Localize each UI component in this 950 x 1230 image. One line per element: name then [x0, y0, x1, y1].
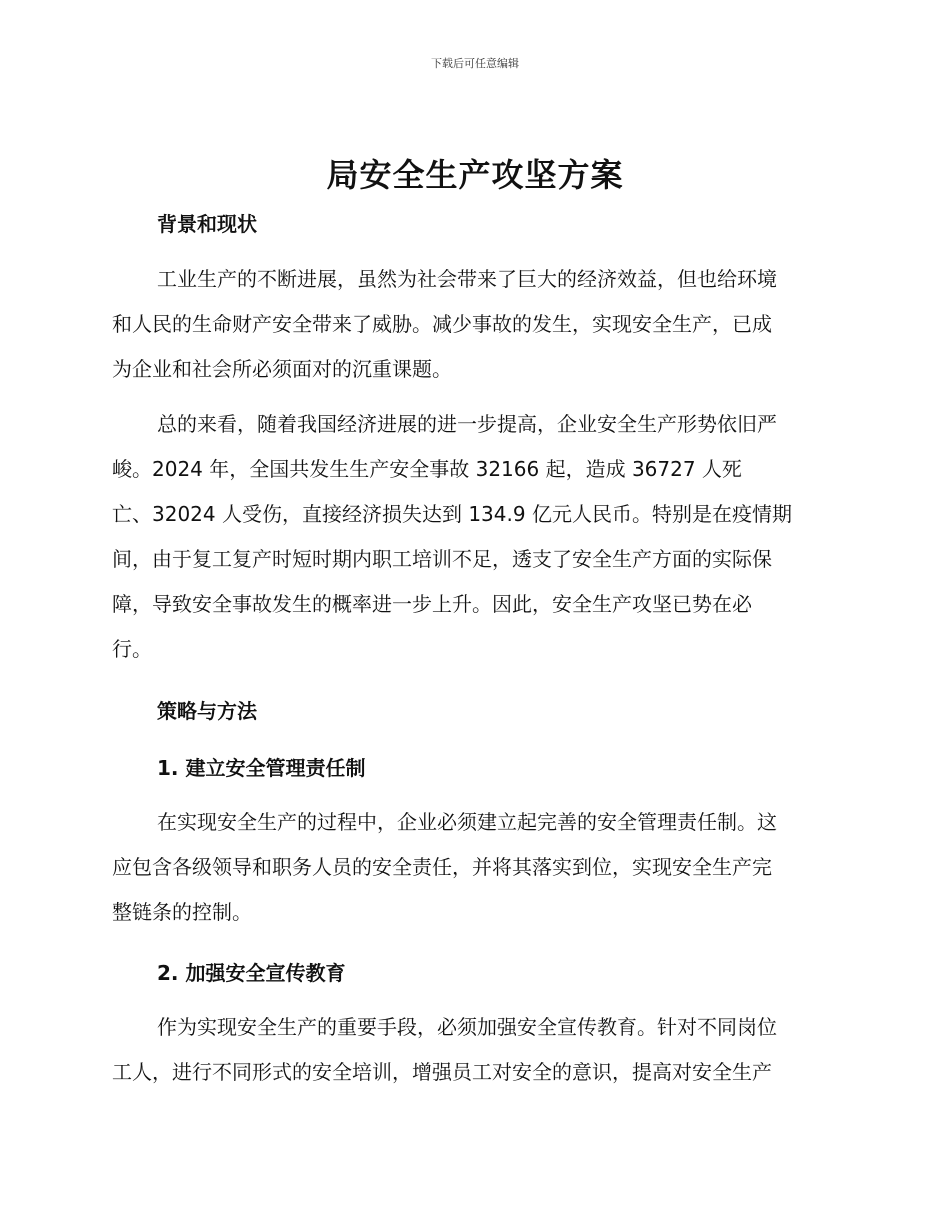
subsection-heading-2: 2. 加强安全宣传教育 — [157, 961, 346, 985]
section-heading-background: 背景和现状 — [157, 212, 257, 236]
paragraph-line: 总的来看，随着我国经济进展的进一步提高，企业安全生产形势依旧严 — [157, 412, 777, 436]
paragraph-education — [112, 1005, 832, 1095]
paragraph-line: 作为实现安全生产的重要手段，必须加强安全宣传教育。针对不同岗位 — [157, 1015, 777, 1039]
paragraph-line: 行。 — [112, 637, 152, 661]
paragraph-line: 应包含各级领导和职务人员的安全责任，并将其落实到位，实现安全生产完 — [112, 855, 772, 879]
paragraph-line: 在实现安全生产的过程中，企业必须建立起完善的安全管理责任制。这 — [157, 810, 777, 834]
paragraph-line: 峻。2024 年，全国共发生生产安全事故 32166 起，造成 36727 人死 — [112, 457, 742, 481]
paragraph-line: 亡、32024 人受伤，直接经济损失达到 134.9 亿元人民币。特别是在疫情期 — [112, 502, 792, 526]
paragraph-line: 工业生产的不断进展，虽然为社会带来了巨大的经济效益，但也给环境 — [157, 267, 777, 291]
paragraph-line: 障，导致安全事故发生的概率进一步上升。因此，安全生产攻坚已势在必 — [112, 592, 752, 616]
paragraph-background-1 — [112, 257, 832, 392]
section-heading-strategy: 策略与方法 — [157, 699, 257, 723]
paragraph-background-2 — [112, 402, 832, 672]
document-title: 局安全生产攻坚方案 — [326, 156, 624, 194]
paragraph-line: 为企业和社会所必须面对的沉重课题。 — [112, 357, 452, 381]
page-header: 下载后可任意编辑 — [431, 57, 519, 70]
paragraph-responsibility — [112, 800, 832, 935]
subsection-heading-1: 1. 建立安全管理责任制 — [157, 756, 366, 780]
paragraph-line: 间，由于复工复产时短时期内职工培训不足，透支了安全生产方面的实际保 — [112, 547, 772, 571]
paragraph-line: 整链条的控制。 — [112, 900, 252, 924]
paragraph-line: 工人，进行不同形式的安全培训，增强员工对安全的意识，提高对安全生产 — [112, 1060, 772, 1084]
paragraph-line: 和人民的生命财产安全带来了威胁。减少事故的发生，实现安全生产，已成 — [112, 312, 772, 336]
